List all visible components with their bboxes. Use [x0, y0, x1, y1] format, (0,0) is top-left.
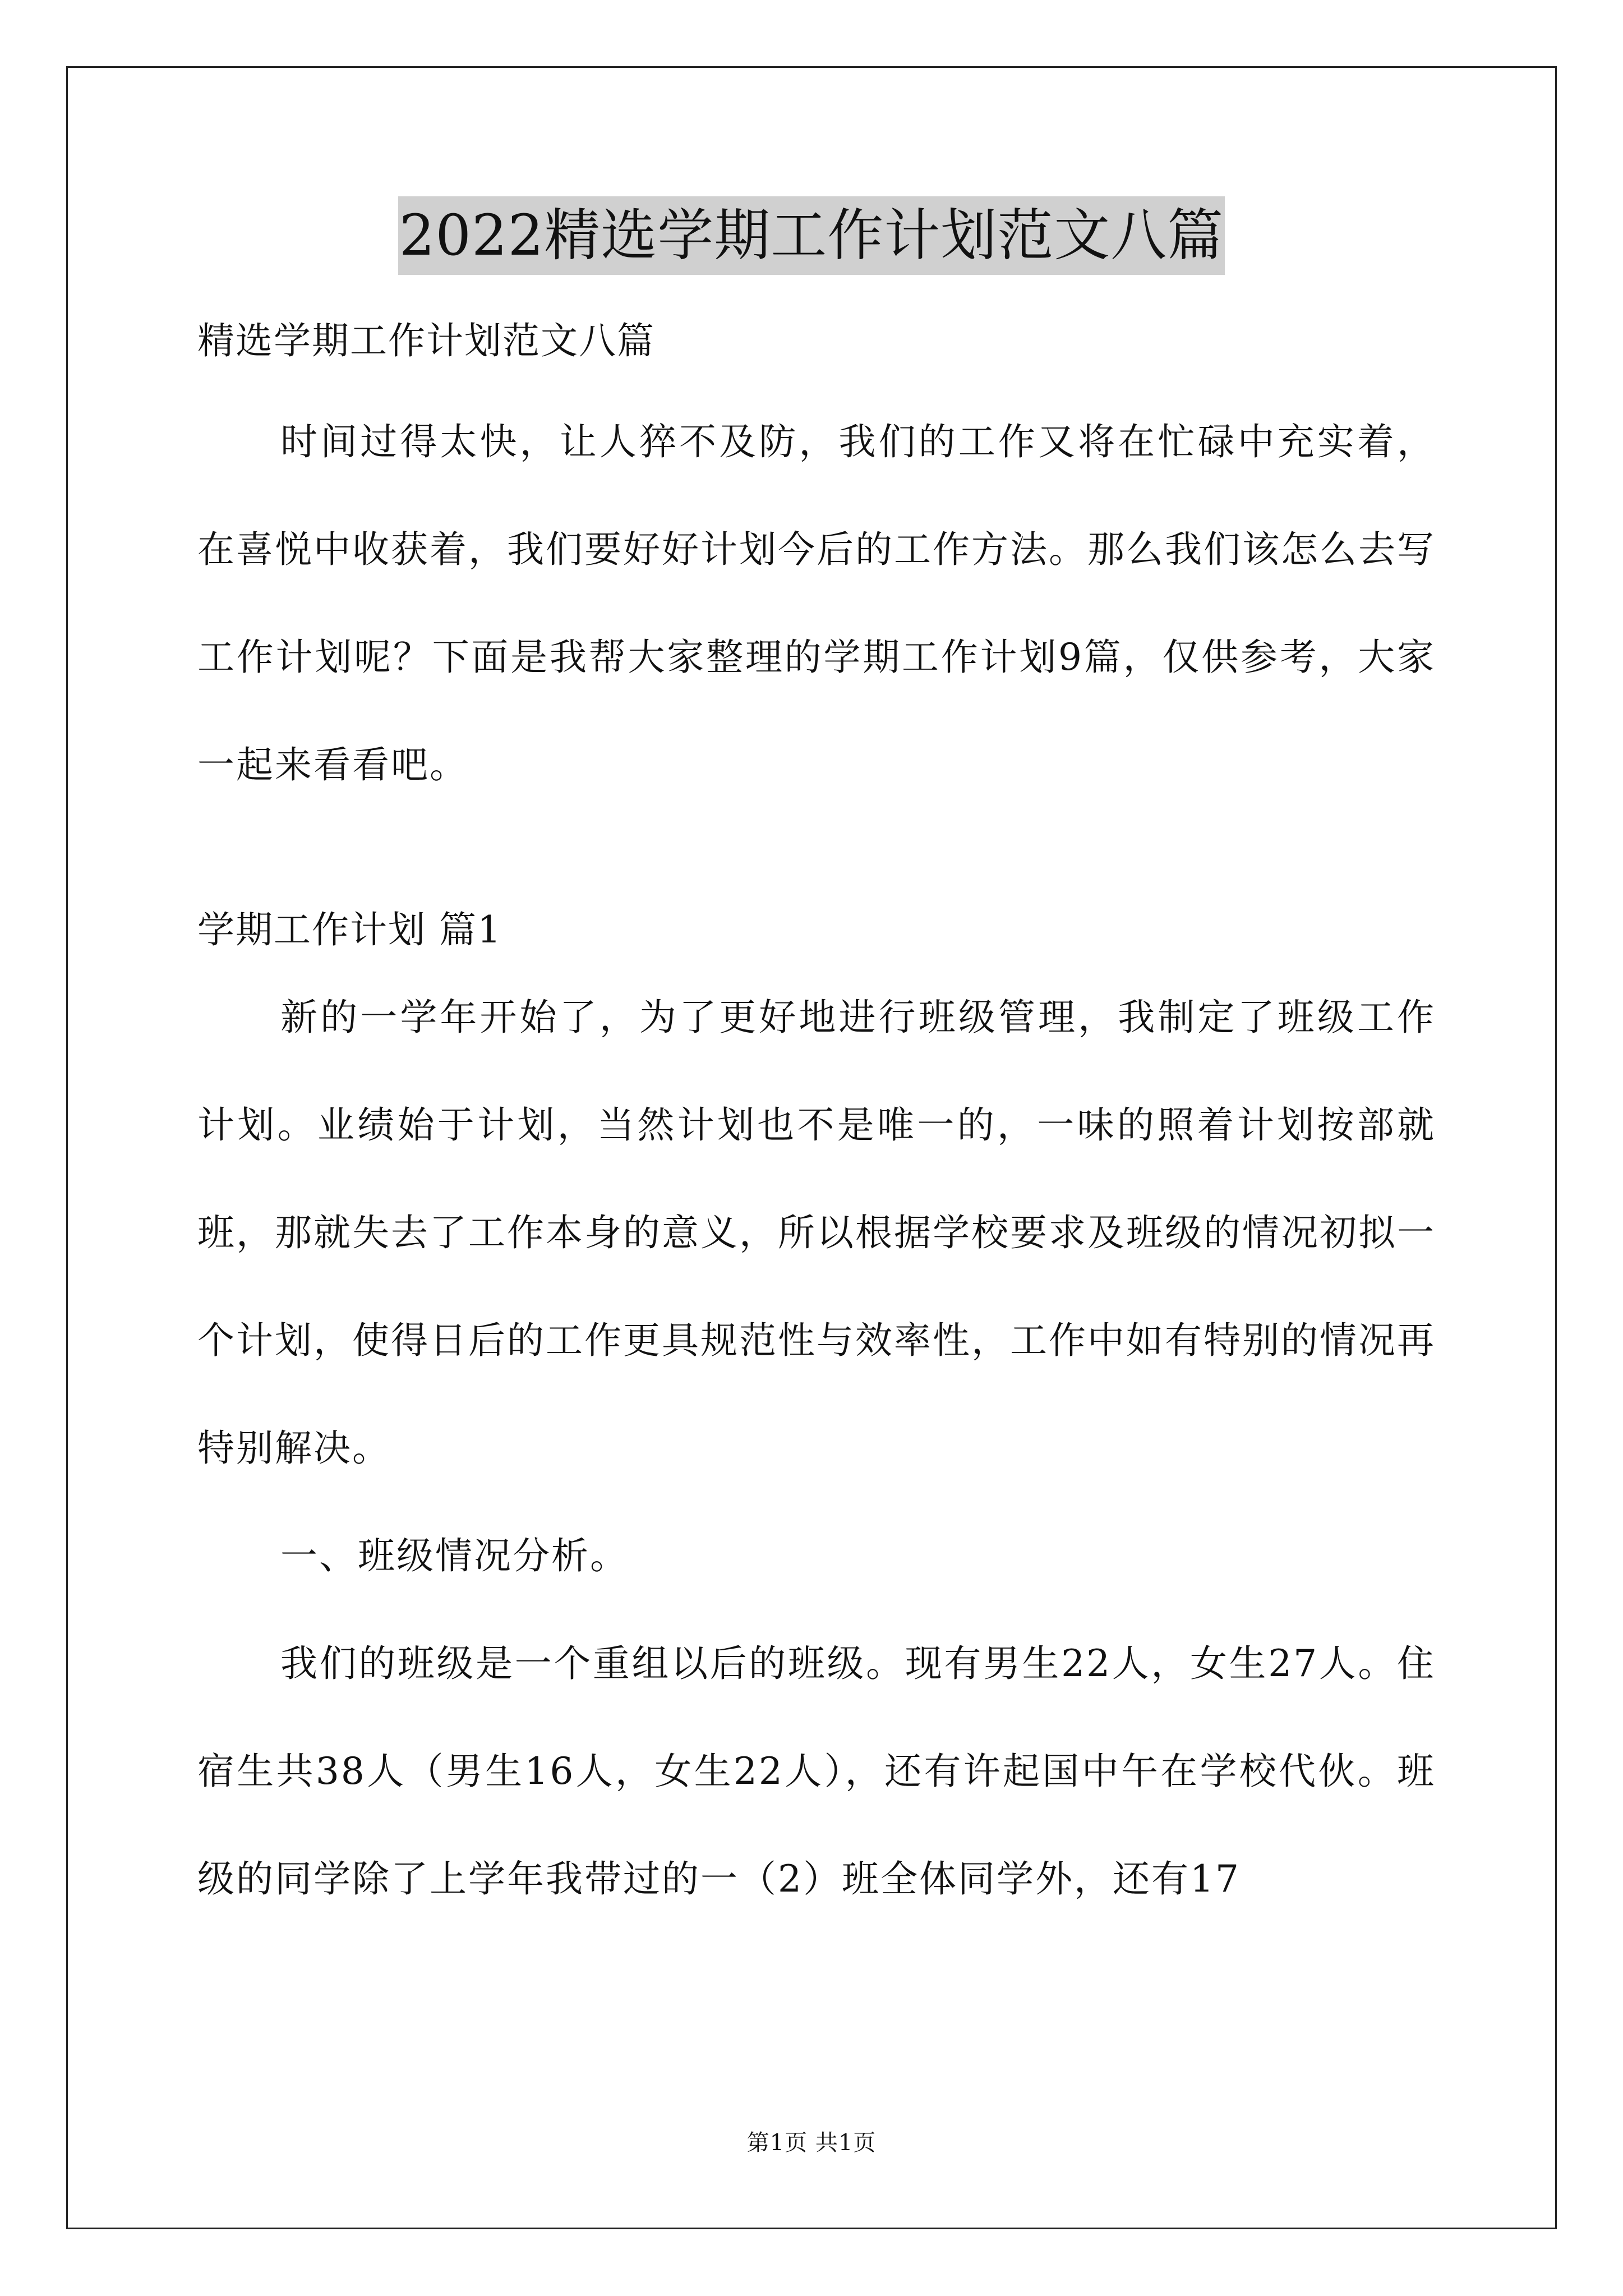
section1-paragraph-1: 新的一学年开始了，为了更好地进行班级管理，我制定了班级工作计划。业绩始于计划，当然计划也不是唯一的，一味的照着计划按部就班，那就失去了工作本身的意义，所以根据学校要求及班级的情况初拟一个计划，使得日后的工作更具规范性与效率性，工作中如有特别的情况再特别解决。 — [197, 996, 1436, 1470]
document-title-text: 2022精选学期工作计划范文八篇 — [398, 196, 1225, 275]
page-footer: 第1页 共1页 — [746, 2130, 877, 2156]
document-title — [0, 196, 1623, 275]
section-heading: 学期工作计划 篇1 — [197, 908, 502, 951]
section1-paragraph-3: 我们的班级是一个重组以后的班级。现有男生22人，女生27人。住宿生共38人（男生16人，女生22人），还有许起国中午在学校代伙。班级的同学除了上学年我带过的一（2）班全体同学外，还有17 — [197, 1642, 1436, 1901]
document-subtitle: 精选学期工作计划范文八篇 — [197, 319, 655, 362]
intro-paragraph: 时间过得太快，让人猝不及防，我们的工作又将在忙碌中充实着，在喜悦中收获着，我们要好好计划今后的工作方法。那么我们该怎么去写工作计划呢？下面是我帮大家整理的学期工作计划9篇，仅供参考，大家一起来看看吧。 — [197, 420, 1436, 786]
section1-paragraph-2: 一、班级情况分析。 — [280, 1534, 629, 1577]
document-body — [197, 314, 1436, 1933]
